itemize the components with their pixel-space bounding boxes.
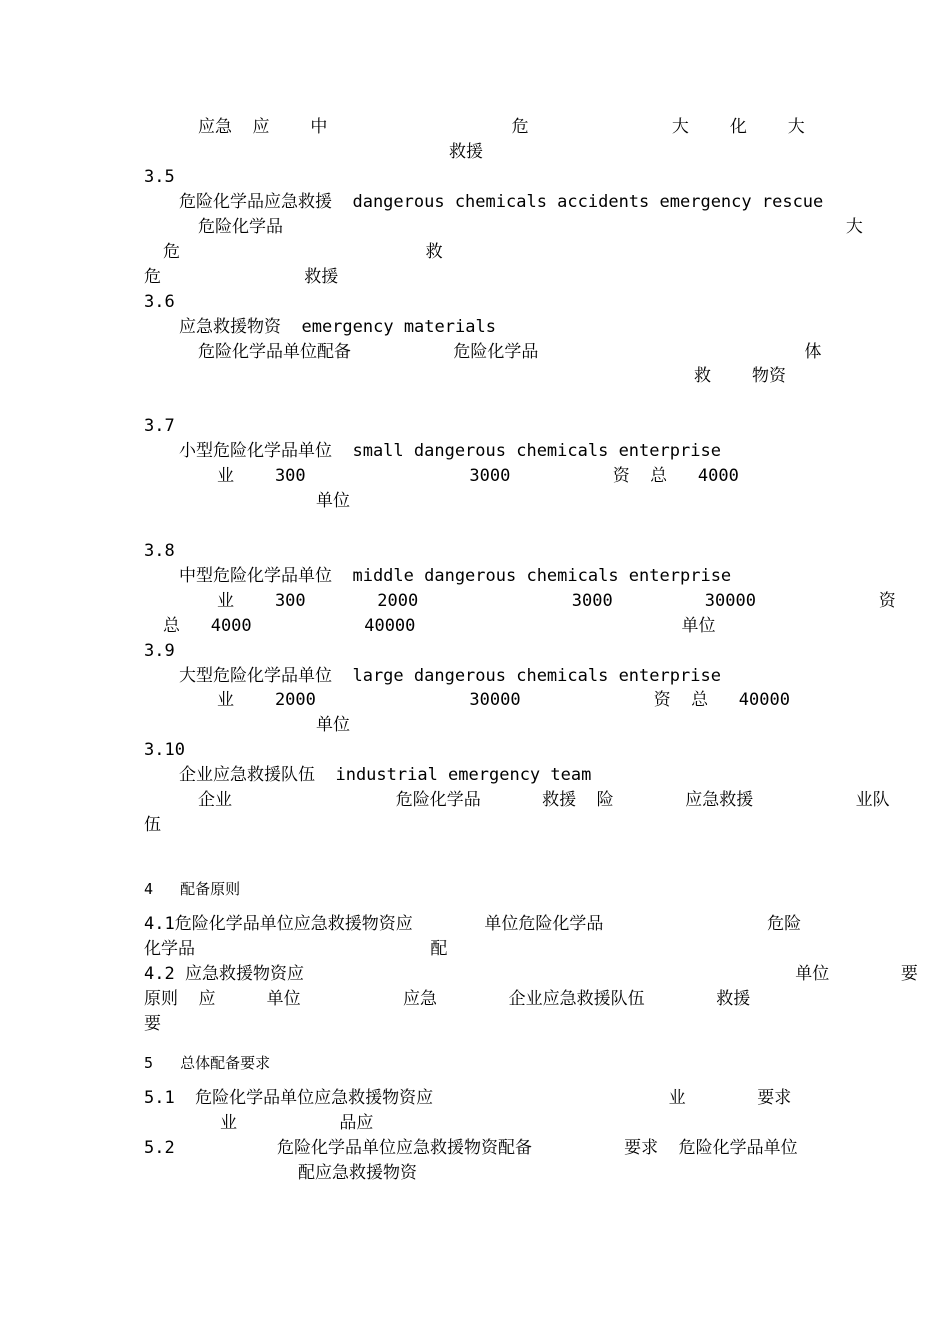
text-line: 业 品应 bbox=[220, 1113, 374, 1133]
text-line: 原则 应 单位 应急 企业应急救援队伍 救援 bbox=[144, 989, 751, 1009]
text-line: 救 物资 bbox=[694, 366, 786, 386]
text-line: 4.1危险化学品单位应急救援物资应 单位危险化学品 危险 bbox=[144, 914, 802, 934]
text-line: 业 2000 30000 资 总 40000 bbox=[217, 690, 790, 710]
text-line: 单位 bbox=[316, 715, 350, 735]
text-line: 危险化学品 大 bbox=[198, 217, 863, 237]
text-line: 业 300 2000 3000 30000 资 bbox=[217, 591, 896, 611]
term-heading: 应急救援物资 emergency materials bbox=[179, 317, 496, 337]
text-line: 企业 危险化学品 救援 险 应急救援 业队 bbox=[198, 790, 890, 810]
section-number: 3.5 bbox=[144, 167, 175, 187]
section-number: 3.8 bbox=[144, 541, 175, 561]
section-number: 3.9 bbox=[144, 641, 175, 661]
term-heading: 大型危险化学品单位 large dangerous chemicals enterprise bbox=[179, 666, 721, 686]
text-line: 危险化学品单位配备 危险化学品 体 bbox=[198, 342, 822, 362]
text-line: 5.2 危险化学品单位应急救援物资配备 要求 危险化学品单位 bbox=[144, 1138, 798, 1158]
term-heading: 中型危险化学品单位 middle dangerous chemicals enterprise bbox=[179, 566, 732, 586]
text-line: 伍 bbox=[144, 815, 161, 835]
section-heading: 5 总体配备要求 bbox=[144, 1054, 271, 1072]
section-number: 3.6 bbox=[144, 292, 175, 312]
term-heading: 小型危险化学品单位 small dangerous chemicals enterprise bbox=[179, 441, 721, 461]
term-heading: 企业应急救援队伍 industrial emergency team bbox=[179, 765, 592, 785]
text-line: 化学品 配 bbox=[144, 939, 448, 959]
text-line: 要 bbox=[144, 1014, 161, 1034]
text-line: 应急 应 中 危 大 化 大 bbox=[198, 117, 805, 137]
text-line: 4.2 应急救援物资应 单位 要 bbox=[144, 964, 918, 984]
text-line: 危 救 bbox=[163, 242, 443, 262]
text-line: 救援 bbox=[449, 142, 483, 162]
text-line: 危 救援 bbox=[144, 267, 339, 287]
text-line: 配应急救援物资 bbox=[298, 1163, 417, 1183]
text-line: 业 300 3000 资 总 4000 bbox=[217, 466, 739, 486]
term-heading: 危险化学品应急救援 dangerous chemicals accidents emergency rescue bbox=[179, 192, 824, 212]
text-line: 总 4000 40000 单位 bbox=[163, 616, 716, 636]
section-number: 3.7 bbox=[144, 416, 175, 436]
text-line: 5.1 危险化学品单位应急救援物资应 业 要求 bbox=[144, 1088, 792, 1108]
text-line: 单位 bbox=[316, 491, 350, 511]
section-heading: 4 配备原则 bbox=[144, 880, 241, 898]
section-number: 3.10 bbox=[144, 740, 185, 760]
